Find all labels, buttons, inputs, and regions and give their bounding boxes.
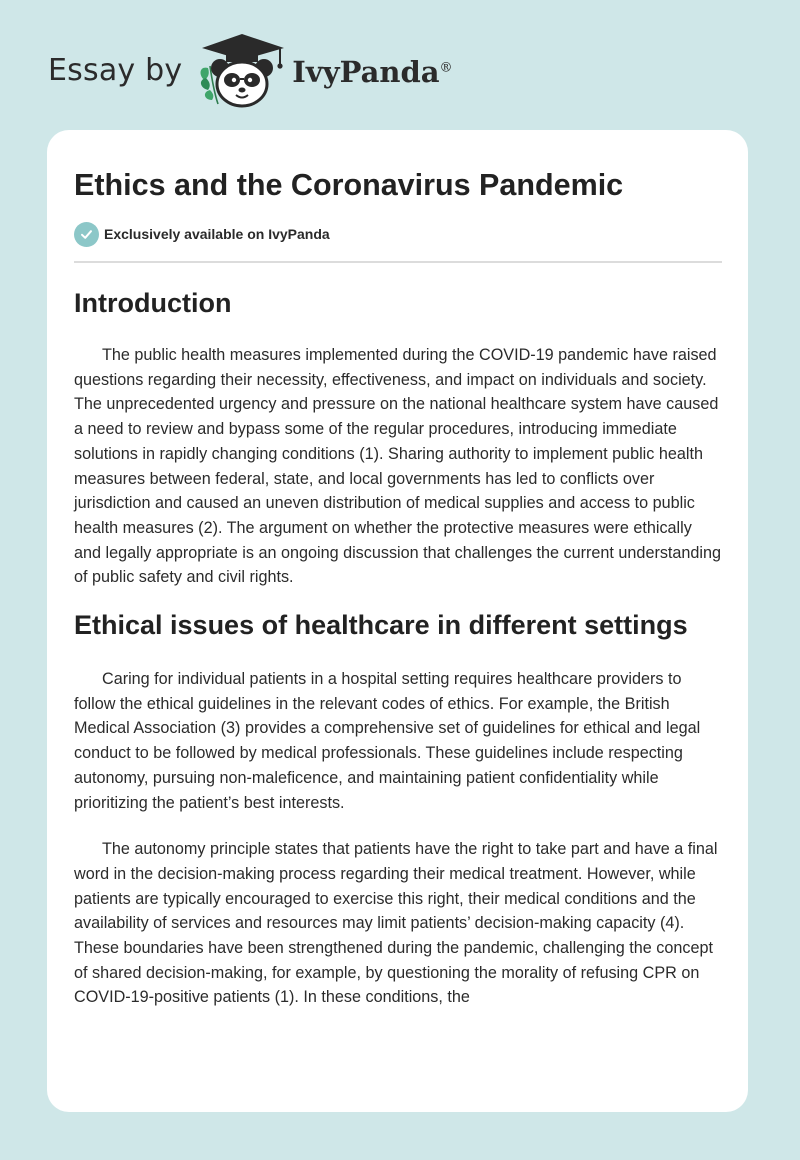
exclusive-badge [74,220,722,248]
page-title: Ethics and the Coronavirus Pandemic [74,168,624,202]
section-heading: Introduction [74,288,232,318]
essay-card [47,130,748,1112]
paragraph: The autonomy principle states that patients have the right to take part and have a final word in the decision-making process regarding their medical treatment. However, while patients are typically encouraged to exercise this right, their medical conditions and the availability of services and resources may limit patients’ decision-making capacity (4). These boundaries have been strengthened during the pandemic, challenging the concept of shared decision-making, for example, by questioning the morality of refusing CPR on COVID-19-positive patients (1). In these conditions, the [74,840,718,1007]
check-icon [74,222,99,247]
brand-header[interactable] [48,30,453,110]
panda-graduate-logo-icon [196,30,288,110]
brand-prefix: Essay by [48,52,183,88]
section-ethical-issues [74,605,722,1010]
section-heading: Ethical issues of healthcare in different settings [74,610,688,641]
registered-mark: ® [439,60,453,76]
paragraph: Caring for individual patients in a hospital setting requires healthcare providers to follow the ethical guidelines in the relevant codes of ethics. For example, the British Medical Association (3) provides a comprehensive set of guidelines for ethical and legal conduct to be followed by medical professionals. These guidelines include respecting autonomy, pursuing non-maleficence, and maintaining patient confidentiality while prioritizing the patient’s best interests. [74,670,701,812]
paragraph: The public health measures implemented during the COVID-19 pandemic have raised questions regarding their necessity, effectiveness, and impact on individuals and society. The unprecedented urgency and pressure on the national healthcare system have caused a need to review and bypass some of the regular procedures, introducing immediate solutions in rapidly changing conditions (1). Sharing authority to implement public health measures between federal, state, and local governments has led to conflicts over jurisdiction and caused an uneven distribution of medical supplies and access to public health measures (2). The argument on whether the protective measures were ethically and legally appropriate is an ongoing discussion that challenges the current understanding of public safety and civil rights. [74,346,722,587]
section-introduction [74,283,722,590]
exclusive-label: Exclusively available on IvyPanda [104,226,330,242]
brand-name: IvyPanda® [292,55,453,89]
divider [74,261,722,263]
